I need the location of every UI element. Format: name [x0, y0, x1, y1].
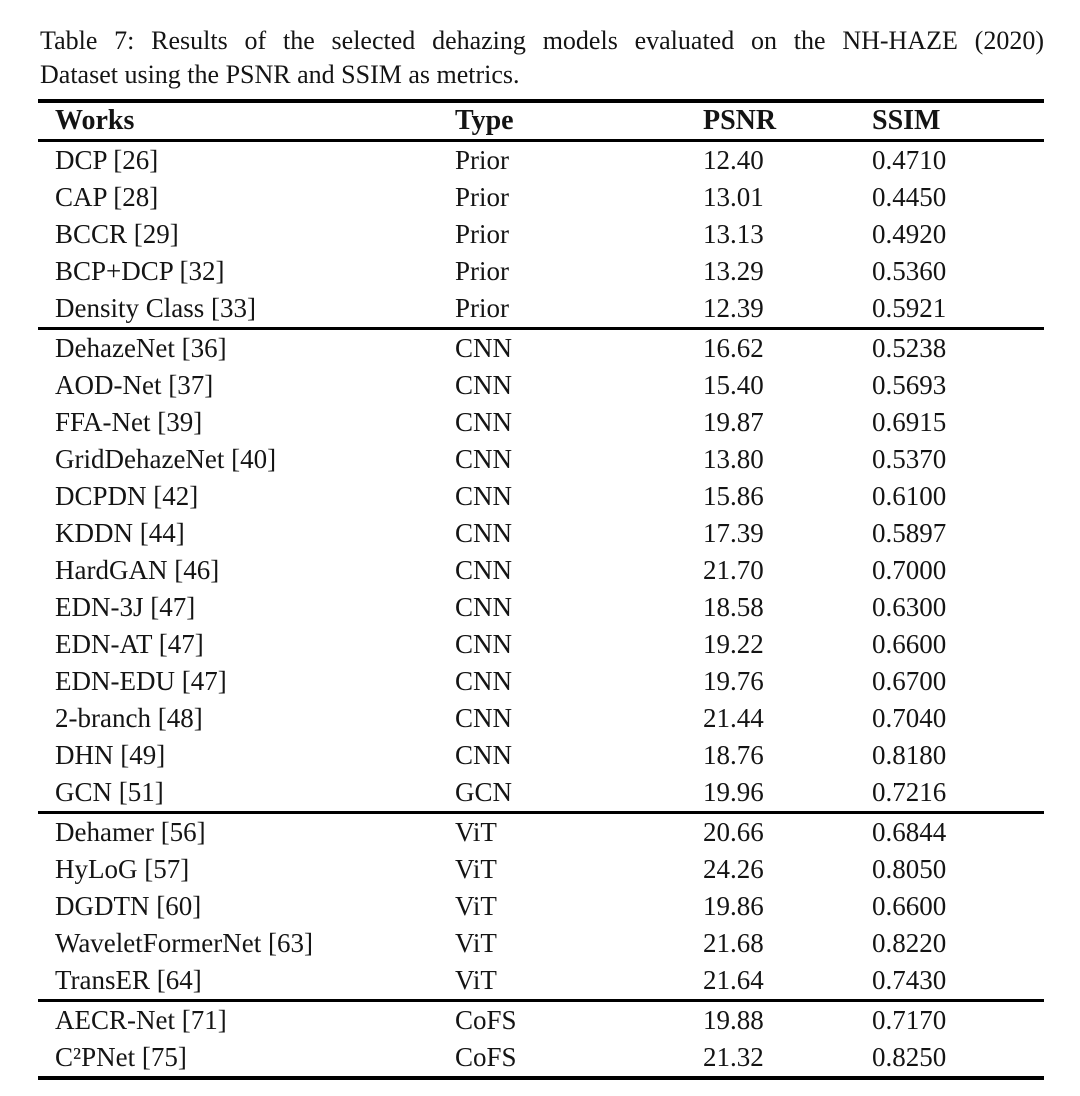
cell-psnr: 15.86	[703, 481, 764, 511]
cell-work: DCP [26]	[55, 145, 159, 175]
table-row	[38, 813, 1044, 852]
table-row	[38, 179, 1044, 216]
cell-ssim: 0.5693	[872, 370, 947, 400]
cell-type: CNN	[455, 703, 513, 733]
cell-type: CNN	[455, 518, 513, 548]
cell-ssim: 0.5360	[872, 256, 947, 286]
table-row	[38, 141, 1044, 180]
cell-ssim: 0.7430	[872, 965, 947, 995]
cell-type: ViT	[455, 928, 497, 958]
cell-work: DCPDN [42]	[55, 481, 199, 511]
cell-work: EDN-3J [47]	[55, 592, 196, 622]
cell-work: HardGAN [46]	[55, 555, 220, 585]
cell-type: CNN	[455, 444, 513, 474]
cell-psnr: 15.40	[703, 370, 764, 400]
cell-psnr: 18.58	[703, 592, 764, 622]
table-row	[38, 700, 1044, 737]
column-header-type: Type	[455, 101, 703, 141]
column-header-works: Works	[38, 101, 455, 141]
cell-psnr: 13.29	[703, 256, 764, 286]
cell-psnr: 19.76	[703, 666, 764, 696]
cell-work: GCN [51]	[55, 777, 164, 807]
cell-psnr: 19.87	[703, 407, 764, 437]
cell-work: DGDTN [60]	[55, 891, 202, 921]
column-header-psnr: PSNR	[703, 101, 872, 141]
cell-type: ViT	[455, 813, 703, 852]
table-row	[38, 515, 1044, 552]
cell-work: DehazeNet [36]	[38, 329, 455, 368]
table-row	[38, 888, 1044, 925]
cell-work: 2-branch [48]	[55, 703, 203, 733]
cell-psnr: 13.13	[703, 219, 764, 249]
table-row	[38, 1001, 1044, 1040]
table-header	[38, 101, 1044, 141]
table-caption-line1: Table 7: Results of the selected dehazing models evaluated on the NH-HAZE (2020)	[40, 26, 1044, 55]
cell-ssim: 0.6844	[872, 813, 1044, 852]
cell-work: FFA-Net [39]	[55, 407, 203, 437]
cell-ssim: 0.6600	[872, 891, 947, 921]
cell-type: CNN	[455, 555, 513, 585]
cell-type: Prior	[455, 145, 509, 175]
cell-ssim: 0.8220	[872, 928, 947, 958]
cell-ssim: 0.5238	[872, 329, 1044, 368]
cell-psnr: 21.32	[703, 1042, 764, 1072]
cell-psnr: 13.80	[703, 444, 764, 474]
cell-psnr: 21.70	[703, 555, 764, 585]
cell-ssim: 0.4710	[872, 145, 947, 175]
cell-work: EDN-EDU [47]	[55, 666, 227, 696]
results-table	[38, 99, 1044, 1080]
cell-psnr: 12.40	[703, 145, 764, 175]
cell-type: CNN	[455, 481, 513, 511]
cell-psnr: 19.96	[703, 777, 764, 807]
cell-psnr: 19.88	[703, 1001, 872, 1040]
cell-ssim: 0.6700	[872, 666, 947, 696]
cell-psnr: 19.22	[703, 629, 764, 659]
table-row	[38, 552, 1044, 589]
cell-psnr: 21.68	[703, 928, 764, 958]
cell-ssim: 0.4450	[872, 182, 947, 212]
cell-work: Density Class [33]	[55, 293, 256, 323]
table-row	[38, 404, 1044, 441]
cell-type: CNN	[455, 407, 513, 437]
table-row	[38, 367, 1044, 404]
cell-type: ViT	[455, 891, 497, 921]
cell-work: BCCR [29]	[55, 219, 179, 249]
paper-page	[38, 24, 1044, 1080]
cell-work: BCP+DCP [32]	[55, 256, 225, 286]
cell-ssim: 0.8050	[872, 854, 947, 884]
table-row	[38, 253, 1044, 290]
cell-ssim: 0.6600	[872, 629, 947, 659]
cell-ssim: 0.4920	[872, 219, 947, 249]
cell-work: AECR-Net [71]	[38, 1001, 455, 1040]
table-row	[38, 589, 1044, 626]
cell-ssim: 0.6915	[872, 407, 947, 437]
table-row	[38, 925, 1044, 962]
table-row	[38, 1039, 1044, 1078]
cell-psnr: 19.86	[703, 891, 764, 921]
cell-psnr: 17.39	[703, 518, 764, 548]
cell-psnr: 21.44	[703, 703, 764, 733]
cell-ssim: 0.7040	[872, 703, 947, 733]
table-caption-line2: Dataset using the PSNR and SSIM as metrics.	[40, 60, 520, 89]
cell-type: ViT	[455, 965, 497, 995]
cell-ssim: 0.7170	[872, 1001, 1044, 1040]
cell-work: HyLoG [57]	[55, 854, 190, 884]
cell-work: KDDN [44]	[55, 518, 185, 548]
cell-type: CNN	[455, 592, 513, 622]
cell-ssim: 0.7000	[872, 555, 947, 585]
cell-type: CNN	[455, 370, 513, 400]
cell-type: ViT	[455, 854, 497, 884]
cell-type: GCN	[455, 777, 513, 807]
cell-type: Prior	[455, 219, 509, 249]
table-row	[38, 774, 1044, 813]
cell-work: C²PNet [75]	[55, 1042, 187, 1072]
table-row	[38, 962, 1044, 1001]
column-header-ssim: SSIM	[872, 101, 1044, 141]
cell-work: CAP [28]	[55, 182, 159, 212]
table-row	[38, 626, 1044, 663]
cell-type: CNN	[455, 740, 513, 770]
cell-work: AOD-Net [37]	[55, 370, 214, 400]
cell-type: Prior	[455, 256, 509, 286]
cell-type: Prior	[455, 293, 509, 323]
table-row	[38, 851, 1044, 888]
cell-psnr: 16.62	[703, 329, 872, 368]
cell-ssim: 0.5370	[872, 444, 947, 474]
table-row	[38, 216, 1044, 253]
cell-work: Dehamer [56]	[38, 813, 455, 852]
cell-psnr: 12.39	[703, 293, 764, 323]
cell-type: CoFS	[455, 1042, 517, 1072]
cell-ssim: 0.6100	[872, 481, 947, 511]
cell-psnr: 24.26	[703, 854, 764, 884]
cell-type: Prior	[455, 182, 509, 212]
cell-psnr: 21.64	[703, 965, 764, 995]
cell-ssim: 0.8250	[872, 1042, 947, 1072]
cell-psnr: 20.66	[703, 813, 872, 852]
table-row	[38, 441, 1044, 478]
cell-psnr: 18.76	[703, 740, 764, 770]
cell-work: WaveletFormerNet [63]	[55, 928, 313, 958]
table-row	[38, 737, 1044, 774]
table-header-row	[38, 101, 1044, 141]
cell-type: CoFS	[455, 1001, 703, 1040]
cell-work: EDN-AT [47]	[55, 629, 204, 659]
table-body	[38, 141, 1044, 1079]
cell-work: TransER [64]	[55, 965, 202, 995]
cell-ssim: 0.7216	[872, 777, 947, 807]
cell-type: CNN	[455, 666, 513, 696]
cell-type: CNN	[455, 329, 703, 368]
cell-work: DHN [49]	[55, 740, 166, 770]
table-row	[38, 290, 1044, 329]
cell-work: GridDehazeNet [40]	[55, 444, 277, 474]
cell-ssim: 0.8180	[872, 740, 947, 770]
table-row	[38, 478, 1044, 515]
cell-ssim: 0.5897	[872, 518, 947, 548]
cell-type: CNN	[455, 629, 513, 659]
table-row	[38, 329, 1044, 368]
cell-psnr: 13.01	[703, 182, 764, 212]
cell-ssim: 0.6300	[872, 592, 947, 622]
table-row	[38, 663, 1044, 700]
cell-ssim: 0.5921	[872, 293, 947, 323]
table-caption	[40, 24, 1044, 91]
